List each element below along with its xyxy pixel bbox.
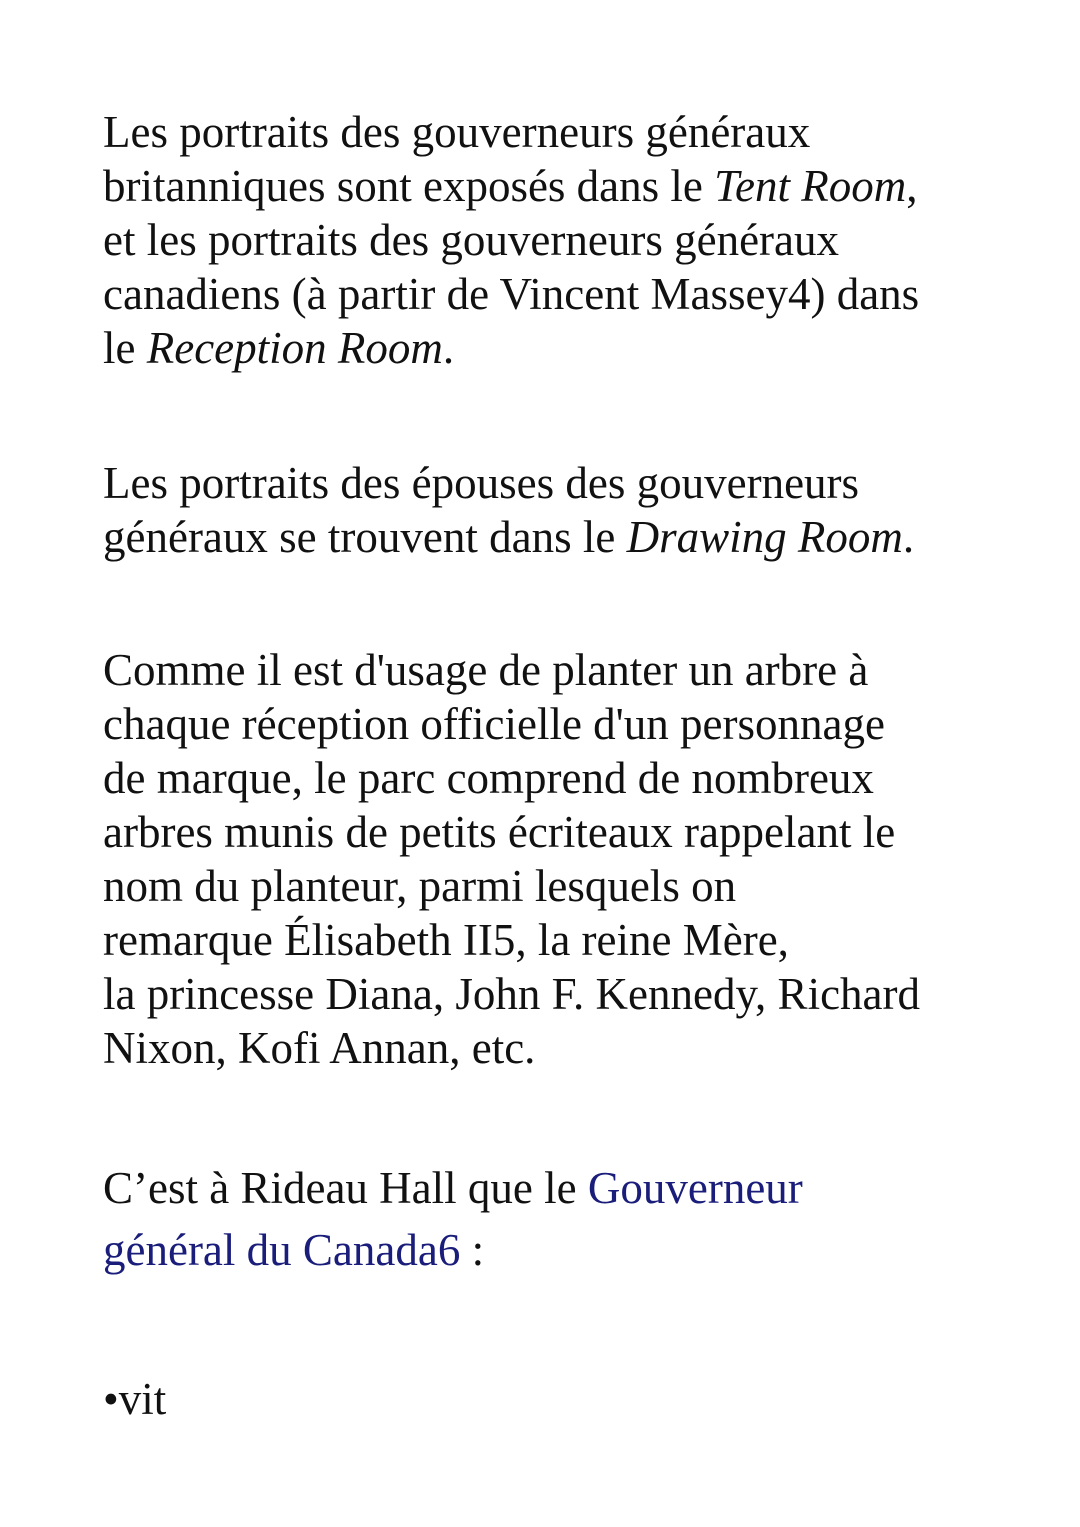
paragraph-trees xyxy=(103,643,1003,1075)
text-line: Les portraits des épouses des gouverneurs xyxy=(103,458,860,508)
text-line: Nixon, Kofi Annan, etc. xyxy=(103,1023,536,1073)
governor-general-link-continued[interactable]: général du Canada6 xyxy=(103,1225,461,1275)
text-line: le Reception Room. xyxy=(103,323,455,373)
text-line: remarque Élisabeth II5, la reine Mère, xyxy=(103,915,789,965)
text-line: canadiens (à partir de Vincent Massey4) dans xyxy=(103,269,920,319)
text-line: chaque réception officielle d'un personnage xyxy=(103,699,885,749)
drawing-room-term: Drawing Room xyxy=(626,512,903,562)
text-line: et les portraits des gouverneurs généraux xyxy=(103,215,839,265)
text-line: britanniques sont exposés dans le Tent Room, xyxy=(103,161,918,211)
text-line: de marque, le parc comprend de nombreux xyxy=(103,753,874,803)
text-line: généraux se trouvent dans le Drawing Room. xyxy=(103,512,915,562)
bullet-text: •vit xyxy=(103,1374,167,1424)
text-line: général du Canada6 : xyxy=(103,1225,485,1275)
paragraph-portraits-spouses xyxy=(103,456,1003,564)
text-line: nom du planteur, parmi lesquels on xyxy=(103,861,737,911)
text-line: C’est à Rideau Hall que le Gouverneur xyxy=(103,1163,803,1213)
text-line: la princesse Diana, John F. Kennedy, Richard xyxy=(103,969,921,1019)
text-line: Les portraits des gouverneurs généraux xyxy=(103,107,811,157)
text-line: arbres munis de petits écriteaux rappelant le xyxy=(103,807,896,857)
paragraph-portraits-governors xyxy=(103,105,1003,375)
reception-room-term: Reception Room xyxy=(146,323,443,373)
paragraph-rideau-hall xyxy=(103,1157,1003,1281)
governor-general-link[interactable]: Gouverneur xyxy=(587,1163,803,1213)
tent-room-term: Tent Room xyxy=(714,161,907,211)
text-line: Comme il est d'usage de planter un arbre à xyxy=(103,645,869,695)
bullet-item xyxy=(103,1372,1003,1426)
